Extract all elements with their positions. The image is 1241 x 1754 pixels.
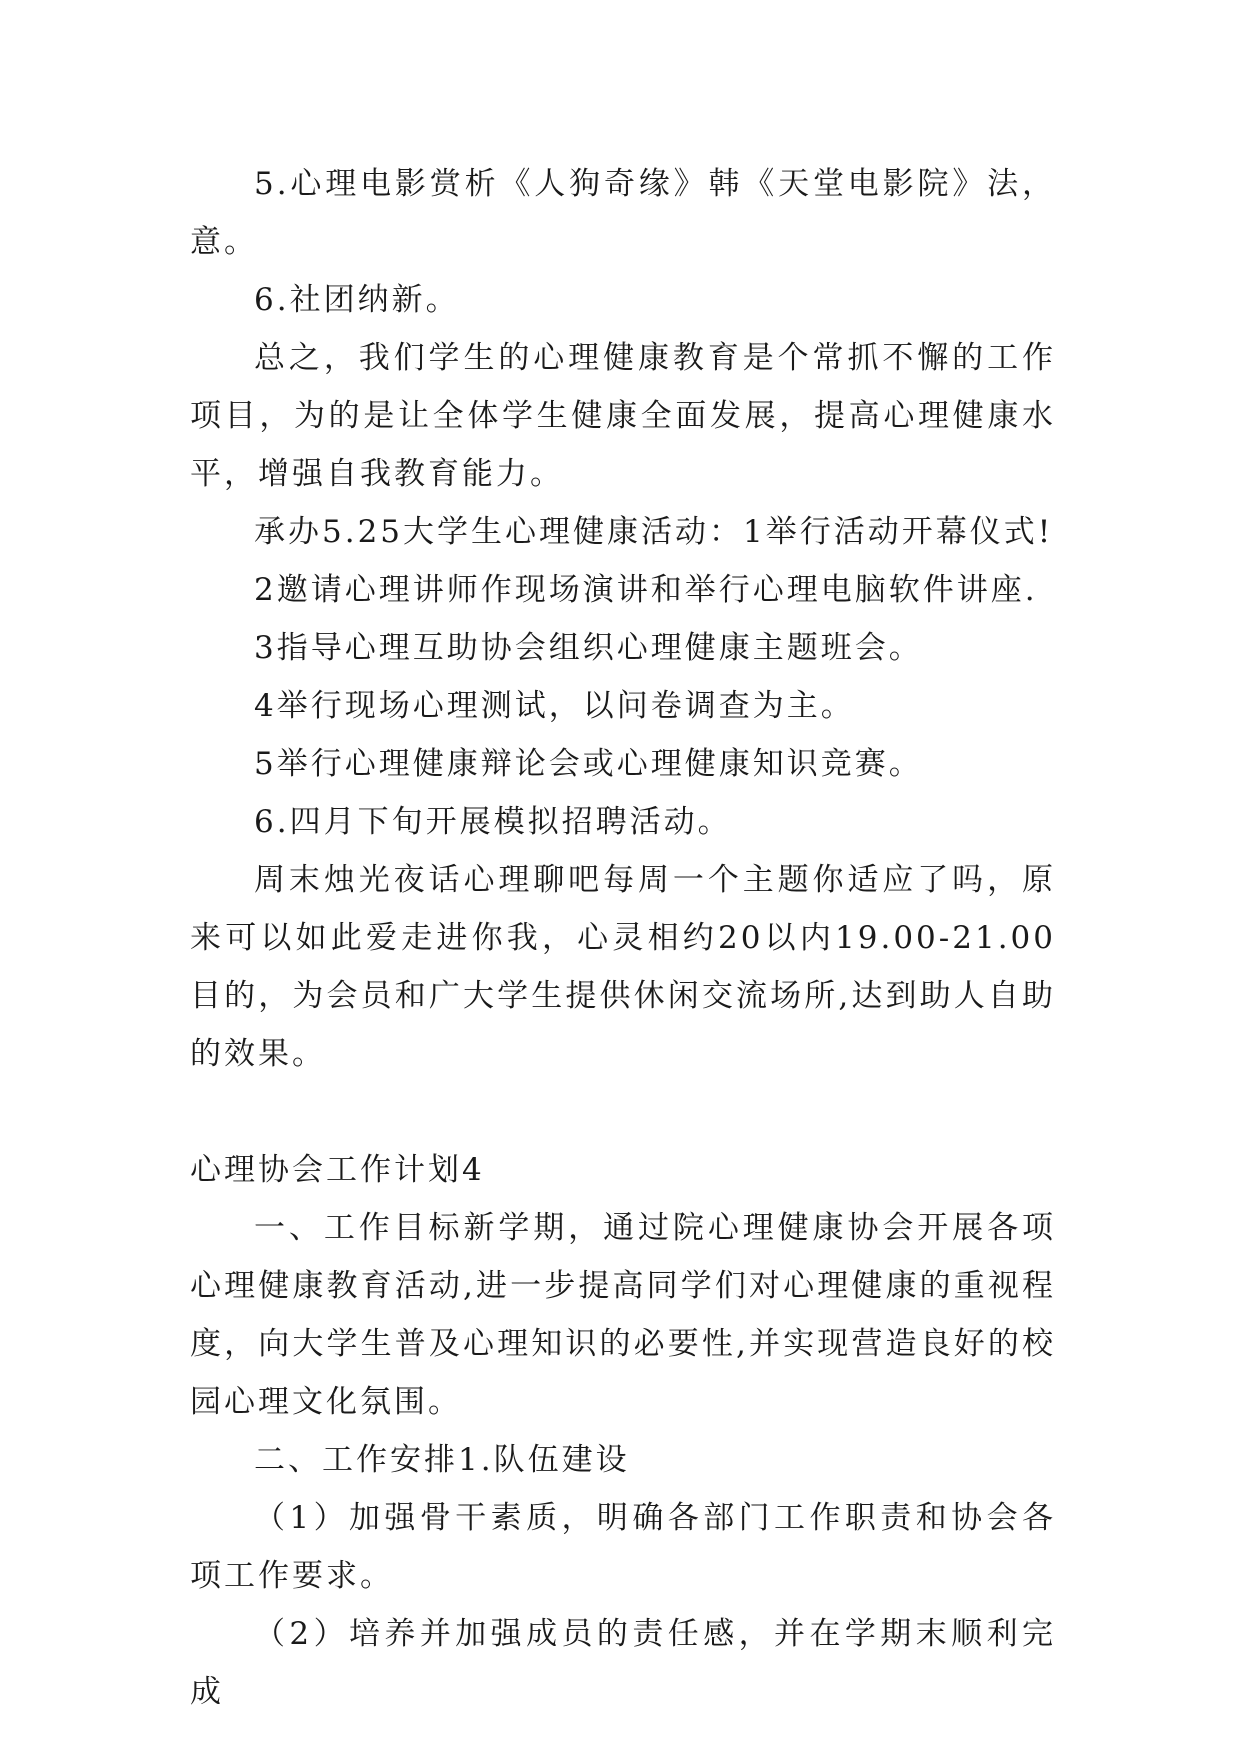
paragraph-item-1: （1）加强骨干素质，明确各部门工作职责和协会各项工作要求。 xyxy=(190,1500,1056,1594)
document-body xyxy=(190,155,1056,1721)
paragraph-work-arrangement: 二、工作安排1.队伍建设 xyxy=(254,1442,630,1478)
paragraph-debate: 5举行心理健康辩论会或心理健康知识竞赛。 xyxy=(254,746,923,782)
paragraph-lecture: 2邀请心理讲师作现场演讲和举行心理电脑软件讲座. xyxy=(254,572,1038,608)
paragraph-weekend-talk: 周末烛光夜话心理聊吧每周一个主题你适应了吗，原来可以如此爱走进你我，心灵相约20以内19.00-21.00目的，为会员和广大学生提供休闲交流场所,达到助人自助的效果。 xyxy=(190,862,1056,1072)
paragraph-film-appreciation: 5.心理电影赏析《人狗奇缘》韩《天堂电影院》法，意。 xyxy=(190,166,1056,260)
paragraph-event-opening: 承办5.25大学生心理健康活动：1举行活动开幕仪式! xyxy=(254,514,1054,550)
paragraph-summary: 总之，我们学生的心理健康教育是个常抓不懈的工作项目，为的是让全体学生健康全面发展，提高心理健康水平，增强自我教育能力。 xyxy=(190,340,1056,492)
section-gap xyxy=(190,1083,1056,1141)
paragraph-mock-recruitment: 6.四月下旬开展模拟招聘活动。 xyxy=(254,804,732,840)
paragraph-psych-test: 4举行现场心理测试，以问卷调查为主。 xyxy=(254,688,855,724)
paragraph-work-goal: 一、工作目标新学期，通过院心理健康协会开展各项心理健康教育活动,进一步提高同学们对心理健康的重视程度，向大学生普及心理知识的必要性,并实现营造良好的校园心理文化氛围。 xyxy=(190,1210,1056,1420)
section-heading: 心理协会工作计划4 xyxy=(190,1152,485,1188)
paragraph-class-meeting: 3指导心理互助协会组织心理健康主题班会。 xyxy=(254,630,923,666)
paragraph-item-2: （2）培养并加强成员的责任感，并在学期末顺利完成 xyxy=(190,1616,1056,1710)
paragraph-club-recruitment: 6.社团纳新。 xyxy=(254,282,460,318)
